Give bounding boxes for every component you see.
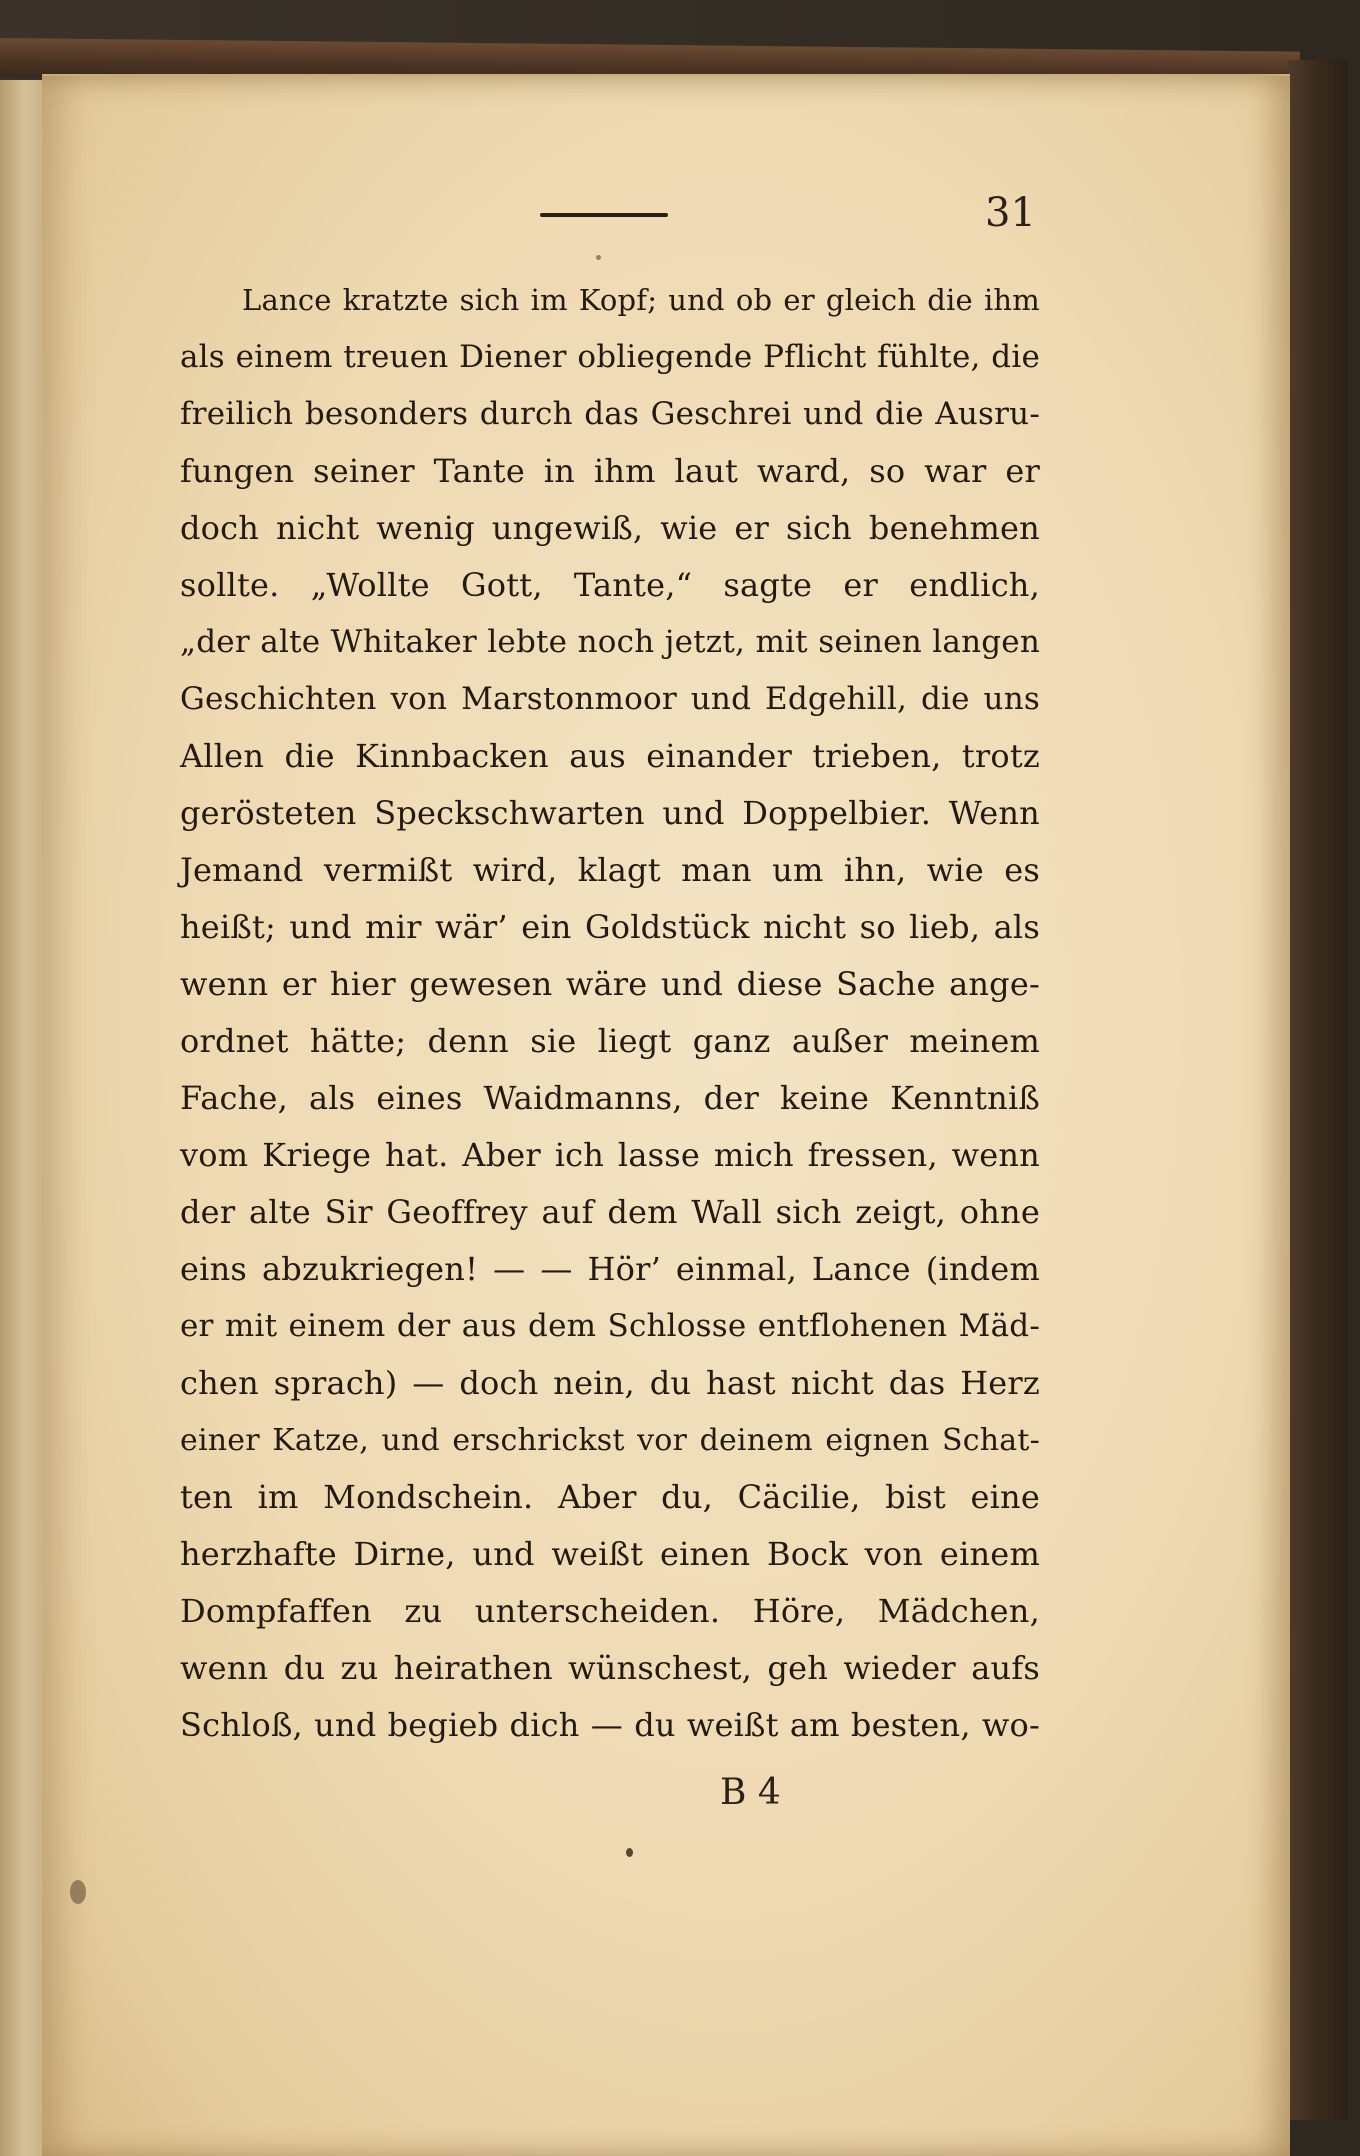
text-line: er mit einem der aus dem Schlosse entflohenen Mäd- [180,1308,1040,1344]
text-line: Geschichten von Marstonmoor und Edgehill, die uns [180,681,1040,717]
text-line: einer Katze, und erschrickst vor deinem eignen Schat- [180,1423,1040,1458]
text-line: wenn er hier gewesen wäre und diese Sache ange- [180,965,1040,1003]
text-line: ten im Mondschein. Aber du, Cäcilie, bist eine [180,1478,1040,1516]
text-line: gerösteten Speckschwarten und Doppelbier. Wenn [180,794,1040,832]
paper-speck [70,1880,86,1904]
signature-mark: B 4 [720,1772,781,1813]
text-line: Lance kratzte sich im Kopf; und ob er gleich die ihm [242,283,1040,317]
text-line: wenn du zu heirathen wünschest, geh wieder aufs [180,1649,1040,1687]
text-line: Jemand vermißt wird, klagt man um ihn, wie es [180,851,1040,889]
text-line: Schloß, und begieb dich — du weißt am besten, wo- [180,1706,1040,1744]
body-text [180,272,1040,1754]
facing-page-edge [0,80,42,2156]
text-line: eins abzukriegen! — — Hör’ einmal, Lance (indem [180,1250,1040,1288]
page-number: 31 [985,190,1036,236]
text-line: als einem treuen Diener obliegende Pflicht fühlte, die [180,339,1040,375]
text-line: sollte. „Wollte Gott, Tante,“ sagte er endlich, [180,566,1040,604]
text-line: Allen die Kinnbacken aus einander trieben, trotz [180,737,1040,775]
paper-speck [596,255,601,260]
cover-board-right [1288,60,1348,2120]
text-line: doch nicht wenig ungewiß, wie er sich benehmen [180,509,1040,547]
text-line: freilich besonders durch das Geschrei und die Ausru- [180,396,1040,432]
text-line: der alte Sir Geoffrey auf dem Wall sich zeigt, ohne [180,1193,1040,1231]
header-rule [540,213,668,217]
text-line: Fache, als eines Waidmanns, der keine Kenntniß [180,1079,1040,1117]
text-line: „der alte Whitaker lebte noch jetzt, mit seinen langen [180,624,1040,660]
text-line: Dompfaffen zu unterscheiden. Höre, Mädchen, [180,1592,1040,1630]
text-line: vom Kriege hat. Aber ich lasse mich fressen, wenn [180,1136,1040,1174]
text-line: fungen seiner Tante in ihm laut ward, so war er [180,452,1040,490]
text-line: ordnet hätte; denn sie liegt ganz außer meinem [180,1022,1040,1060]
text-line: heißt; und mir wär’ ein Goldstück nicht so lieb, als [180,908,1040,946]
paper-speck [626,1848,633,1857]
text-line: herzhafte Dirne, und weißt einen Bock von einem [180,1535,1040,1573]
text-line: chen sprach) — doch nein, du hast nicht das Herz [180,1364,1040,1402]
